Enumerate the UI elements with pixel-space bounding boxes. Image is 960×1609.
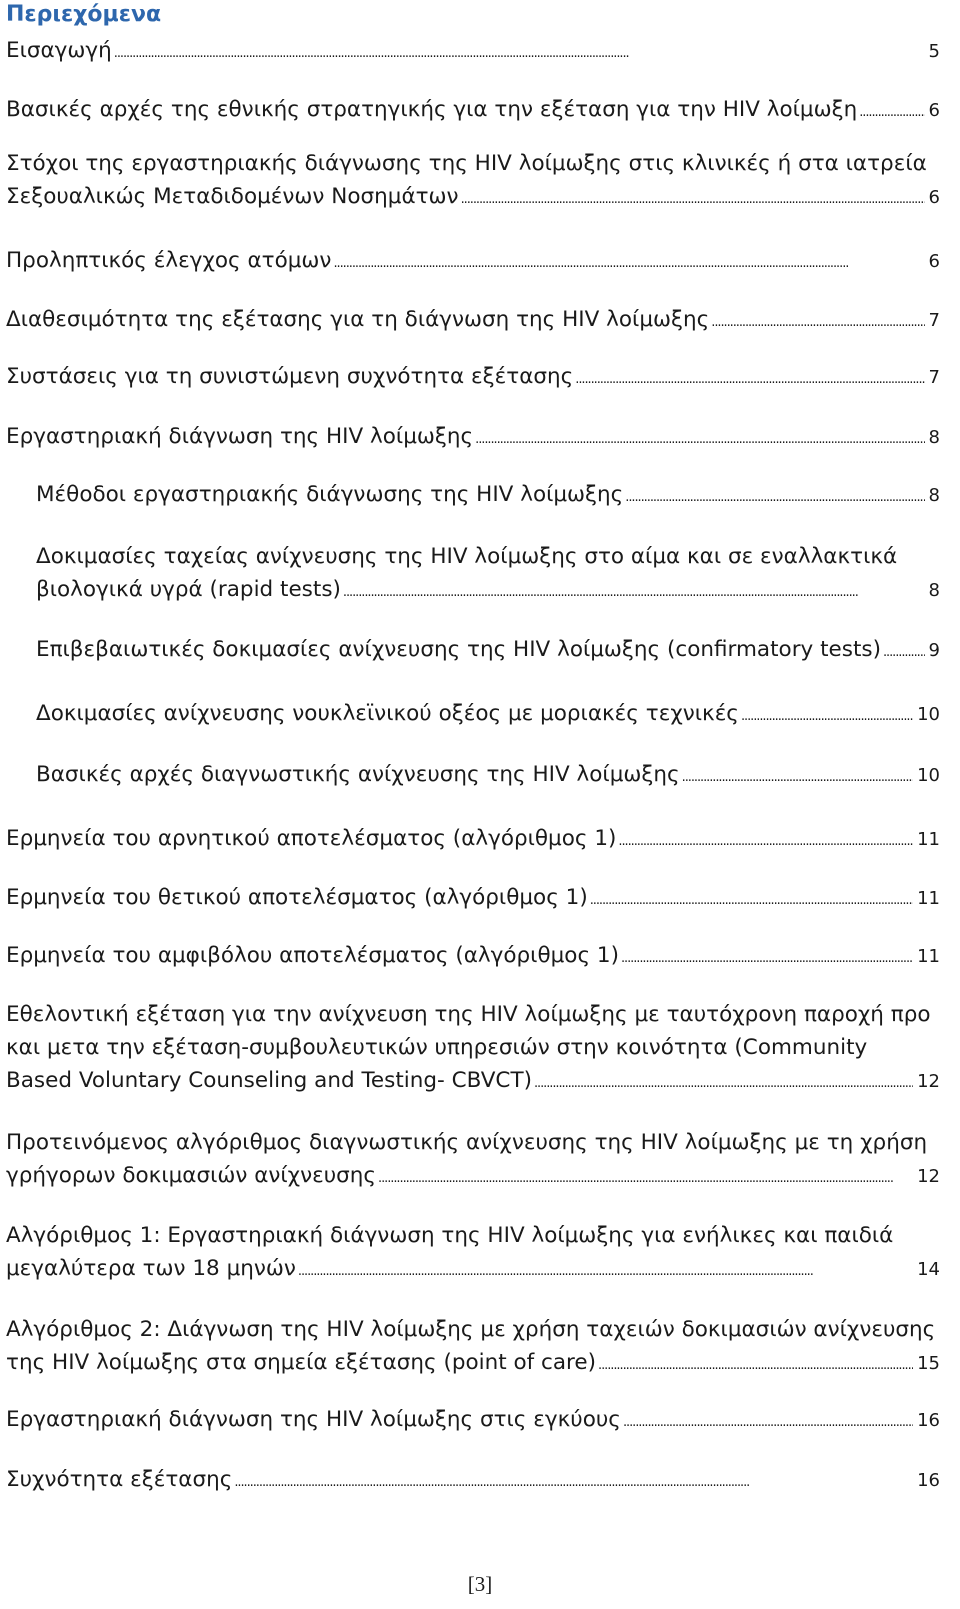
toc-entry-page-number: 14: [917, 1259, 940, 1280]
toc-entry-title: Δοκιμασίες ανίχνευσης νουκλεϊνικού οξέος με μοριακές τεχνικές: [36, 701, 739, 726]
toc-entry-page-number: 9: [928, 640, 940, 661]
toc-entry[interactable]: [6, 303, 940, 339]
dot-leader: [859, 96, 924, 129]
toc-entry[interactable]: [6, 34, 940, 70]
dot-leader: [343, 576, 925, 609]
toc-entry[interactable]: [36, 478, 940, 514]
toc-entry[interactable]: [36, 697, 940, 733]
toc-entry-page-number: 7: [928, 310, 940, 331]
toc-entry[interactable]: [6, 1313, 940, 1382]
toc-entry-page-number: 6: [928, 187, 940, 208]
dot-leader: [625, 481, 924, 514]
dot-leader: [378, 1162, 913, 1195]
dot-leader: [741, 700, 913, 733]
toc-entry-page-number: 8: [928, 485, 940, 506]
toc-entry-page-number: 12: [917, 1166, 940, 1187]
toc-entry[interactable]: [6, 998, 940, 1100]
toc-entry-title: Εισαγωγή: [6, 38, 112, 63]
toc-entry-page-number: 16: [917, 1410, 940, 1431]
toc-entry-title: Επιβεβαιωτικές δοκιμασίες ανίχνευσης της HIV λοίμωξης (confirmatory tests): [36, 637, 881, 662]
dot-leader: [883, 636, 925, 669]
toc-entry-text-line: Δοκιμασίες ταχείας ανίχνευσης της HIV λοίμωξης στο αίμα και σε εναλλακτικά: [36, 544, 898, 569]
dot-leader: [575, 363, 924, 396]
toc-entry[interactable]: [6, 1403, 940, 1439]
toc-entry-title: Διαθεσιμότητα της εξέτασης για τη διάγνωση της HIV λοίμωξης: [6, 307, 710, 332]
toc-entry-page-number: 6: [928, 100, 940, 121]
toc-entry[interactable]: [6, 420, 940, 456]
dot-leader: [618, 825, 913, 858]
toc-entry[interactable]: [6, 244, 940, 280]
dot-leader: [114, 37, 925, 70]
toc-title: Περιεχόμενα: [6, 2, 162, 27]
page-number: [3]: [467, 1572, 493, 1596]
toc-entry-page-number: 8: [928, 580, 940, 601]
toc-entry[interactable]: [36, 633, 940, 669]
toc-entry-title: Συχνότητα εξέτασης: [6, 1467, 233, 1492]
toc-entry-text-line: Αλγόριθμος 2: Διάγνωση της HIV λοίμωξης με χρήση ταχειών δοκιμασιών ανίχνευσης: [6, 1317, 936, 1342]
toc-entry[interactable]: [6, 1219, 940, 1288]
toc-entry-page-number: 11: [917, 829, 940, 850]
dot-leader: [534, 1067, 913, 1100]
toc-entry-text-line: Στόχοι της εργαστηριακής διάγνωσης της HIV λοίμωξης στις κλινικές ή στα ιατρεία: [6, 151, 927, 176]
toc-entry-title: γρήγορων δοκιμασιών ανίχνευσης: [6, 1163, 377, 1188]
toc-entry-text-line: Αλγόριθμος 1: Εργαστηριακή διάγνωση της HIV λοίμωξης για ενήλικες και παιδιά: [6, 1223, 894, 1248]
toc-entry[interactable]: [36, 758, 940, 794]
toc-entry-page-number: 15: [917, 1353, 940, 1374]
toc-entry-title: Based Voluntary Counseling and Testing- CBVCT): [6, 1068, 532, 1093]
toc-entry[interactable]: [6, 939, 940, 975]
toc-entry-title: Μέθοδοι εργαστηριακής διάγνωσης της HIV λοίμωξης: [36, 482, 624, 507]
toc-entry-text-line: και μετα την εξέταση-συμβουλευτικών υπηρεσιών στην κοινότητα (Community: [6, 1035, 868, 1060]
toc-entry-page-number: 16: [917, 1470, 940, 1491]
dot-leader: [333, 247, 924, 280]
toc-entry-page-number: 12: [917, 1071, 940, 1092]
dot-leader: [475, 423, 924, 456]
toc-entry-text-line: Εθελοντική εξέταση για την ανίχνευση της HIV λοίμωξης με ταυτόχρονη παροχή προ: [6, 1002, 931, 1027]
dot-leader: [461, 183, 925, 216]
toc-entry-page-number: 10: [917, 704, 940, 725]
toc-entry-title: βιολογικά υγρά (rapid tests): [36, 577, 341, 602]
toc-entry-title: Ερμηνεία του αρνητικού αποτελέσματος (αλγόριθμος 1): [6, 826, 617, 851]
toc-entry-page-number: 10: [917, 765, 940, 786]
toc-entry-title: Εργαστηριακή διάγνωση της HIV λοίμωξης: [6, 424, 474, 449]
toc-entry[interactable]: [6, 1126, 940, 1195]
toc-entry-title: Προληπτικός έλεγχος ατόμων: [6, 248, 332, 273]
toc-entry-text-line: Προτεινόμενος αλγόριθμος διαγνωστικής ανίχνευσης της HIV λοίμωξης με τη χρήση: [6, 1130, 928, 1155]
dot-leader: [590, 884, 913, 917]
toc-entry-page-number: 8: [928, 427, 940, 448]
toc-entry-page-number: 7: [928, 367, 940, 388]
toc-entry-title: Συστάσεις για τη συνιστώμενη συχνότητα εξέτασης: [6, 364, 574, 389]
dot-leader: [621, 942, 913, 975]
dot-leader: [234, 1466, 913, 1499]
dot-leader: [598, 1349, 913, 1382]
toc-entry-title: της HIV λοίμωξης στα σημεία εξέτασης (point of care): [6, 1350, 597, 1375]
dot-leader: [682, 761, 913, 794]
toc-entry[interactable]: [36, 540, 940, 609]
toc-entry[interactable]: [6, 822, 940, 858]
dot-leader: [298, 1255, 913, 1288]
dot-leader: [711, 306, 924, 339]
toc-entry[interactable]: [6, 881, 940, 917]
toc-entry-title: μεγαλύτερα των 18 μηνών: [6, 1256, 296, 1281]
toc-entry-title: Βασικές αρχές της εθνικής στρατηγικής για την εξέταση για την HIV λοίμωξη: [6, 97, 858, 122]
toc-entry-title: Σεξουαλικώς Μεταδιδομένων Νοσημάτων: [6, 184, 459, 209]
toc-entry-title: Βασικές αρχές διαγνωστικής ανίχνευσης της HIV λοίμωξης: [36, 762, 680, 787]
toc-entry-page-number: 11: [917, 946, 940, 967]
toc-entry-title: Ερμηνεία του θετικού αποτελέσματος (αλγόριθμος 1): [6, 885, 588, 910]
toc-entry-title: Ερμηνεία του αμφιβόλου αποτελέσματος (αλγόριθμος 1): [6, 943, 619, 968]
dot-leader: [623, 1406, 913, 1439]
toc-entry-page-number: 5: [928, 41, 940, 62]
toc-entry[interactable]: [6, 360, 940, 396]
toc-entry-page-number: 6: [928, 251, 940, 272]
toc-entry[interactable]: [6, 147, 940, 216]
toc-entry-title: Εργαστηριακή διάγνωση της HIV λοίμωξης στις εγκύους: [6, 1407, 621, 1432]
toc-entry-page-number: 11: [917, 888, 940, 909]
toc-entry[interactable]: [6, 93, 940, 129]
toc-entry[interactable]: [6, 1463, 940, 1499]
